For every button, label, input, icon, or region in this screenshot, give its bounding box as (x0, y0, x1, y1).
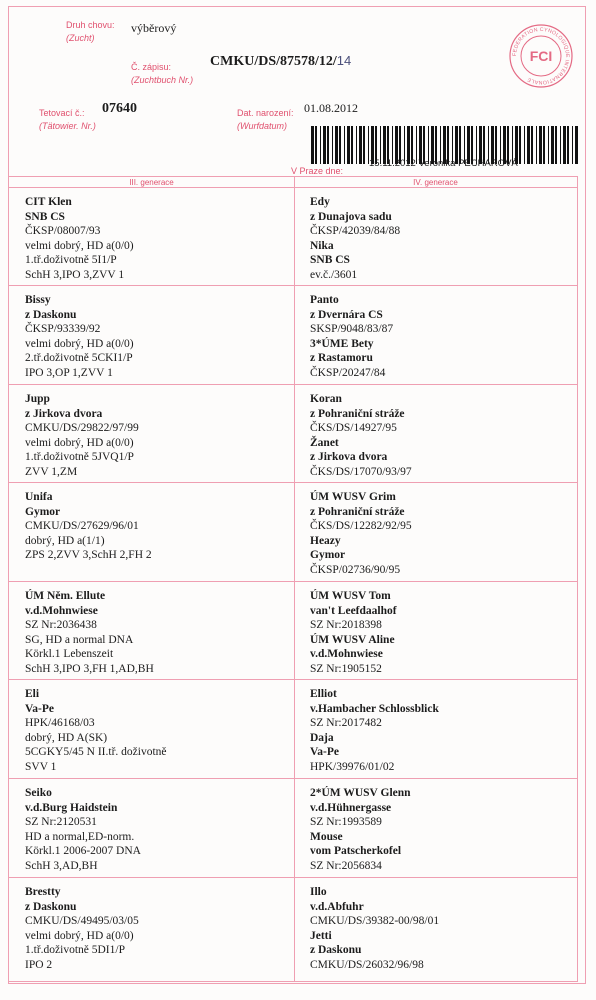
ancestor-line: ZVV 1,ZM (25, 465, 78, 478)
barcode-bar (567, 126, 569, 164)
stud-label: Č. zápisu: (131, 62, 172, 72)
ancestor-line: SNB CS (310, 254, 350, 267)
ancestor-line: SNB CS (25, 210, 65, 223)
ancestor-cell-4th-generation (310, 188, 572, 285)
ancestor-line: ČKSP/20247/84 (310, 366, 386, 379)
ancestor-line: v.Hambacher Schlossblick (310, 702, 439, 715)
ancestor-line: SKSP/9048/83/87 (310, 323, 394, 336)
ancestor-line: 3*ÚME Bety (310, 337, 374, 350)
ancestor-line: Elliot (310, 688, 337, 700)
ancestor-line: v.d.Mohnwiese (25, 604, 98, 617)
ancestor-line: ČKSP/42039/84/88 (310, 225, 401, 238)
ancestor-line: z Daskonu (25, 308, 77, 321)
ancestor-cell-3rd-generation (25, 483, 287, 581)
ancestor-line: HPK/39976/01/02 (310, 760, 395, 773)
ancestor-line: 1.tř.doživotně 5DI1/P (25, 944, 125, 957)
ancestor-line: z Dunajova sadu (310, 210, 392, 223)
barcode-bar (320, 126, 321, 164)
ancestor-line: SZ Nr:1993589 (310, 816, 382, 829)
ancestor-line: ČKS/DS/14927/95 (310, 422, 397, 435)
ancestor-line: ÚM WUSV Tom (310, 590, 391, 602)
barcode-bar (335, 126, 338, 164)
barcode-bar (311, 126, 314, 164)
ancestor-line: ČKSP/02736/90/95 (310, 563, 401, 576)
barcode-bar (543, 126, 545, 164)
ancestor-line: ev.č./3601 (310, 268, 358, 281)
ancestor-line: IPO 2 (25, 958, 53, 971)
birth-label-de: (Wurfdatum) (237, 121, 288, 131)
barcode-bar (519, 126, 521, 164)
ancestor-line: ÚM WUSV Aline (310, 633, 395, 646)
ancestor-line: SG, HD a normal DNA (25, 633, 134, 646)
birth-value: 01.08.2012 (304, 101, 358, 115)
ancestor-line: velmi dobrý, HD a(0/0) (25, 929, 134, 942)
fci-logo-text: FCI (529, 48, 553, 64)
ancestor-line: Panto (310, 294, 339, 306)
ancestor-cell-4th-generation (310, 286, 572, 384)
barcode-bar (332, 126, 333, 164)
ancestor-line: Mouse (310, 830, 343, 843)
ancestor-line: 2*ÚM WUSV Glenn (310, 787, 411, 799)
ancestor-line: ČKSP/93339/92 (25, 323, 101, 336)
ancestor-cell-3rd-generation (25, 779, 287, 877)
ancestor-line: ÚM WUSV Grim (310, 491, 396, 503)
ancestor-line: CIT Klen (25, 196, 72, 208)
barcode-bar (315, 126, 317, 164)
ancestor-cell-3rd-generation (25, 188, 287, 285)
ancestor-line: z Dvernára CS (310, 308, 383, 321)
barcode-bar (563, 126, 566, 164)
ancestor-line: Gymor (310, 549, 346, 562)
ancestor-line: Daja (310, 731, 334, 744)
barcode-bar (359, 126, 362, 164)
ancestor-line: Va-Pe (25, 702, 54, 715)
ancestor-line: Körkl.1 2006-2007 DNA (25, 845, 141, 858)
ancestor-line: Unifa (25, 491, 53, 503)
ancestor-cell-4th-generation (310, 779, 572, 877)
barcode-bar (356, 126, 357, 164)
barcode-bar (572, 126, 573, 164)
ancestor-line: HD a normal,ED-norm. (25, 830, 135, 843)
ancestor-cell-4th-generation (310, 483, 572, 581)
ancestor-line: HPK/46168/03 (25, 717, 95, 730)
ancestor-line: z Pohraniční stráže (310, 407, 405, 420)
birth-label: Dat. narození: (237, 108, 294, 118)
ancestor-cell-4th-generation (310, 582, 572, 679)
table-row (9, 779, 577, 878)
barcode-bar (531, 126, 533, 164)
ancestor-line: Körkl.1 Lebenszeit (25, 648, 114, 661)
ancestor-cell-3rd-generation (25, 680, 287, 778)
ancestor-line: SZ Nr:2120531 (25, 816, 97, 829)
ancestor-line: ČKSP/08007/93 (25, 225, 101, 238)
barcode-bar (548, 126, 549, 164)
ancestor-line: SZ Nr:1905152 (310, 662, 382, 675)
barcode-bar (560, 126, 561, 164)
ancestor-line: z Rastamoru (310, 352, 373, 365)
barcode-bar (527, 126, 530, 164)
ancestor-line: ČKS/DS/17070/93/97 (310, 465, 412, 478)
tattoo-label-de: (Tätowier. Nr.) (39, 121, 96, 131)
ancestor-line: SZ Nr:2036438 (25, 619, 97, 632)
ancestor-line: SZ Nr:2018398 (310, 619, 382, 632)
ancestor-line: velmi dobrý, HD a(0/0) (25, 239, 134, 252)
ancestor-line: velmi dobrý, HD a(0/0) (25, 337, 134, 350)
ancestor-line: CMKU/DS/26032/96/98 (310, 958, 424, 971)
barcode-bar (539, 126, 542, 164)
place-label: V Praze dne: (291, 166, 344, 176)
ancestor-cell-3rd-generation (25, 286, 287, 384)
ancestor-cell-4th-generation (310, 385, 572, 482)
ancestor-line: z Jirkova dvora (310, 451, 388, 464)
fci-logo-icon (508, 23, 574, 89)
ancestor-line: vom Patscherkofel (310, 845, 402, 858)
stud-label-de: (Zuchtbuch Nr.) (131, 75, 194, 85)
ancestor-line: Koran (310, 393, 342, 405)
ancestor-line: dobrý, HD A(SK) (25, 731, 108, 744)
ancestor-line: CMKU/DS/27629/96/01 (25, 520, 139, 533)
ancestor-line: v.d.Burg Haidstein (25, 801, 118, 814)
ancestor-line: IPO 3,OP 1,ZVV 1 (25, 366, 113, 379)
tattoo-value: 07640 (102, 101, 137, 116)
ancestor-cell-4th-generation (310, 878, 572, 981)
ancestor-line: z Daskonu (310, 944, 362, 957)
breed-label-de: (Zucht) (66, 33, 95, 43)
ancestor-line: ÚM Něm. Ellute (25, 590, 106, 602)
ancestor-line: Brestty (25, 886, 61, 898)
pedigree-table (8, 176, 578, 982)
ancestor-line: 1.tř.doživotně 5I1/P (25, 254, 117, 267)
barcode-bar (575, 126, 578, 164)
ancestor-line: Jetti (310, 929, 332, 942)
ancestor-line: SchH 3,IPO 3,FH 1,AD,BH (25, 662, 154, 675)
ancestor-line: z Daskonu (25, 900, 77, 913)
ancestor-line: v.d.Hühnergasse (310, 801, 392, 814)
table-row (9, 385, 577, 483)
generation-header (9, 177, 577, 188)
ancestor-line: dobrý, HD a(1/1) (25, 534, 105, 547)
ancestor-line: SchH 3,AD,BH (25, 859, 98, 872)
ancestor-line: Seiko (25, 787, 52, 799)
ancestor-cell-3rd-generation (25, 878, 287, 981)
place-value: 15.11.2012 Veronika PECHAROVÁ (369, 158, 518, 169)
stud-number-main: CMKU/DS/87578/12/ (210, 54, 337, 69)
ancestor-line: 5CGKY5/45 N II.tř. doživotně (25, 746, 167, 759)
ancestor-line: SZ Nr:2017482 (310, 717, 382, 730)
column-header-4th-generation: IV. generace (413, 178, 458, 187)
ancestor-line: ČKS/DS/12282/92/95 (310, 520, 412, 533)
table-row (9, 680, 577, 779)
barcode-bar (351, 126, 353, 164)
ancestor-line: Žanet (310, 436, 339, 449)
ancestor-line: Nika (310, 239, 334, 252)
ancestor-line: SZ Nr:2056834 (310, 859, 382, 872)
ancestor-line: Eli (25, 688, 40, 700)
barcode-bar (363, 126, 365, 164)
ancestor-line: z Pohraniční stráže (310, 505, 405, 518)
tattoo-label: Tetovací č.: (39, 108, 85, 118)
barcode-bar (536, 126, 537, 164)
ancestor-line: van't Leefdaalhof (310, 604, 397, 617)
barcode-bar (551, 126, 554, 164)
stud-number (210, 53, 351, 70)
table-row (9, 483, 577, 582)
fci-ring-text: FEDERATION CYNOLOGIQUE INTERNATIONALE (511, 26, 571, 86)
ancestor-line: SchH 3,IPO 3,ZVV 1 (25, 268, 125, 281)
barcode-bar (327, 126, 329, 164)
column-header-3rd-generation: III. generace (129, 178, 174, 187)
ancestor-line: Illo (310, 886, 327, 898)
ancestor-line: ZPS 2,ZVV 3,SchH 2,FH 2 (25, 549, 152, 562)
barcode-bar (344, 126, 345, 164)
ancestor-cell-3rd-generation (25, 582, 287, 679)
ancestor-line: CMKU/DS/39382-00/98/01 (310, 915, 440, 928)
barcode-bar (524, 126, 525, 164)
table-row (9, 286, 577, 385)
ancestor-line: SVV 1 (25, 760, 57, 773)
barcode-bar (323, 126, 326, 164)
ancestor-line: v.d.Mohnwiese (310, 648, 383, 661)
stud-number-suffix: 14 (336, 53, 352, 68)
breed-value: výběrový (131, 21, 177, 35)
barcode-bar (555, 126, 557, 164)
table-row (9, 188, 577, 286)
table-row (9, 878, 577, 981)
ancestor-line: CMKU/DS/49495/03/05 (25, 915, 139, 928)
barcode-bar (347, 126, 350, 164)
ancestor-line: Gymor (25, 505, 61, 518)
ancestor-line: Va-Pe (310, 746, 339, 759)
ancestor-cell-4th-generation (310, 680, 572, 778)
ancestor-line: velmi dobrý, HD a(0/0) (25, 436, 134, 449)
breed-label: Druh chovu: (66, 20, 115, 30)
ancestor-line: CMKU/DS/29822/97/99 (25, 422, 139, 435)
ancestor-cell-3rd-generation (25, 385, 287, 482)
ancestor-line: z Jirkova dvora (25, 407, 103, 420)
barcode-bar (339, 126, 341, 164)
table-row (9, 582, 577, 680)
ancestor-line: Bissy (25, 294, 51, 306)
ancestor-line: v.d.Abfuhr (310, 900, 364, 913)
ancestor-line: 2.tř.doživotně 5CKI1/P (25, 352, 133, 365)
ancestor-line: Heazy (310, 534, 341, 547)
ancestor-line: 1.tř.doživotně 5JVQ1/P (25, 451, 134, 464)
ancestor-line: Jupp (25, 393, 50, 405)
ancestor-line: Edy (310, 196, 330, 208)
